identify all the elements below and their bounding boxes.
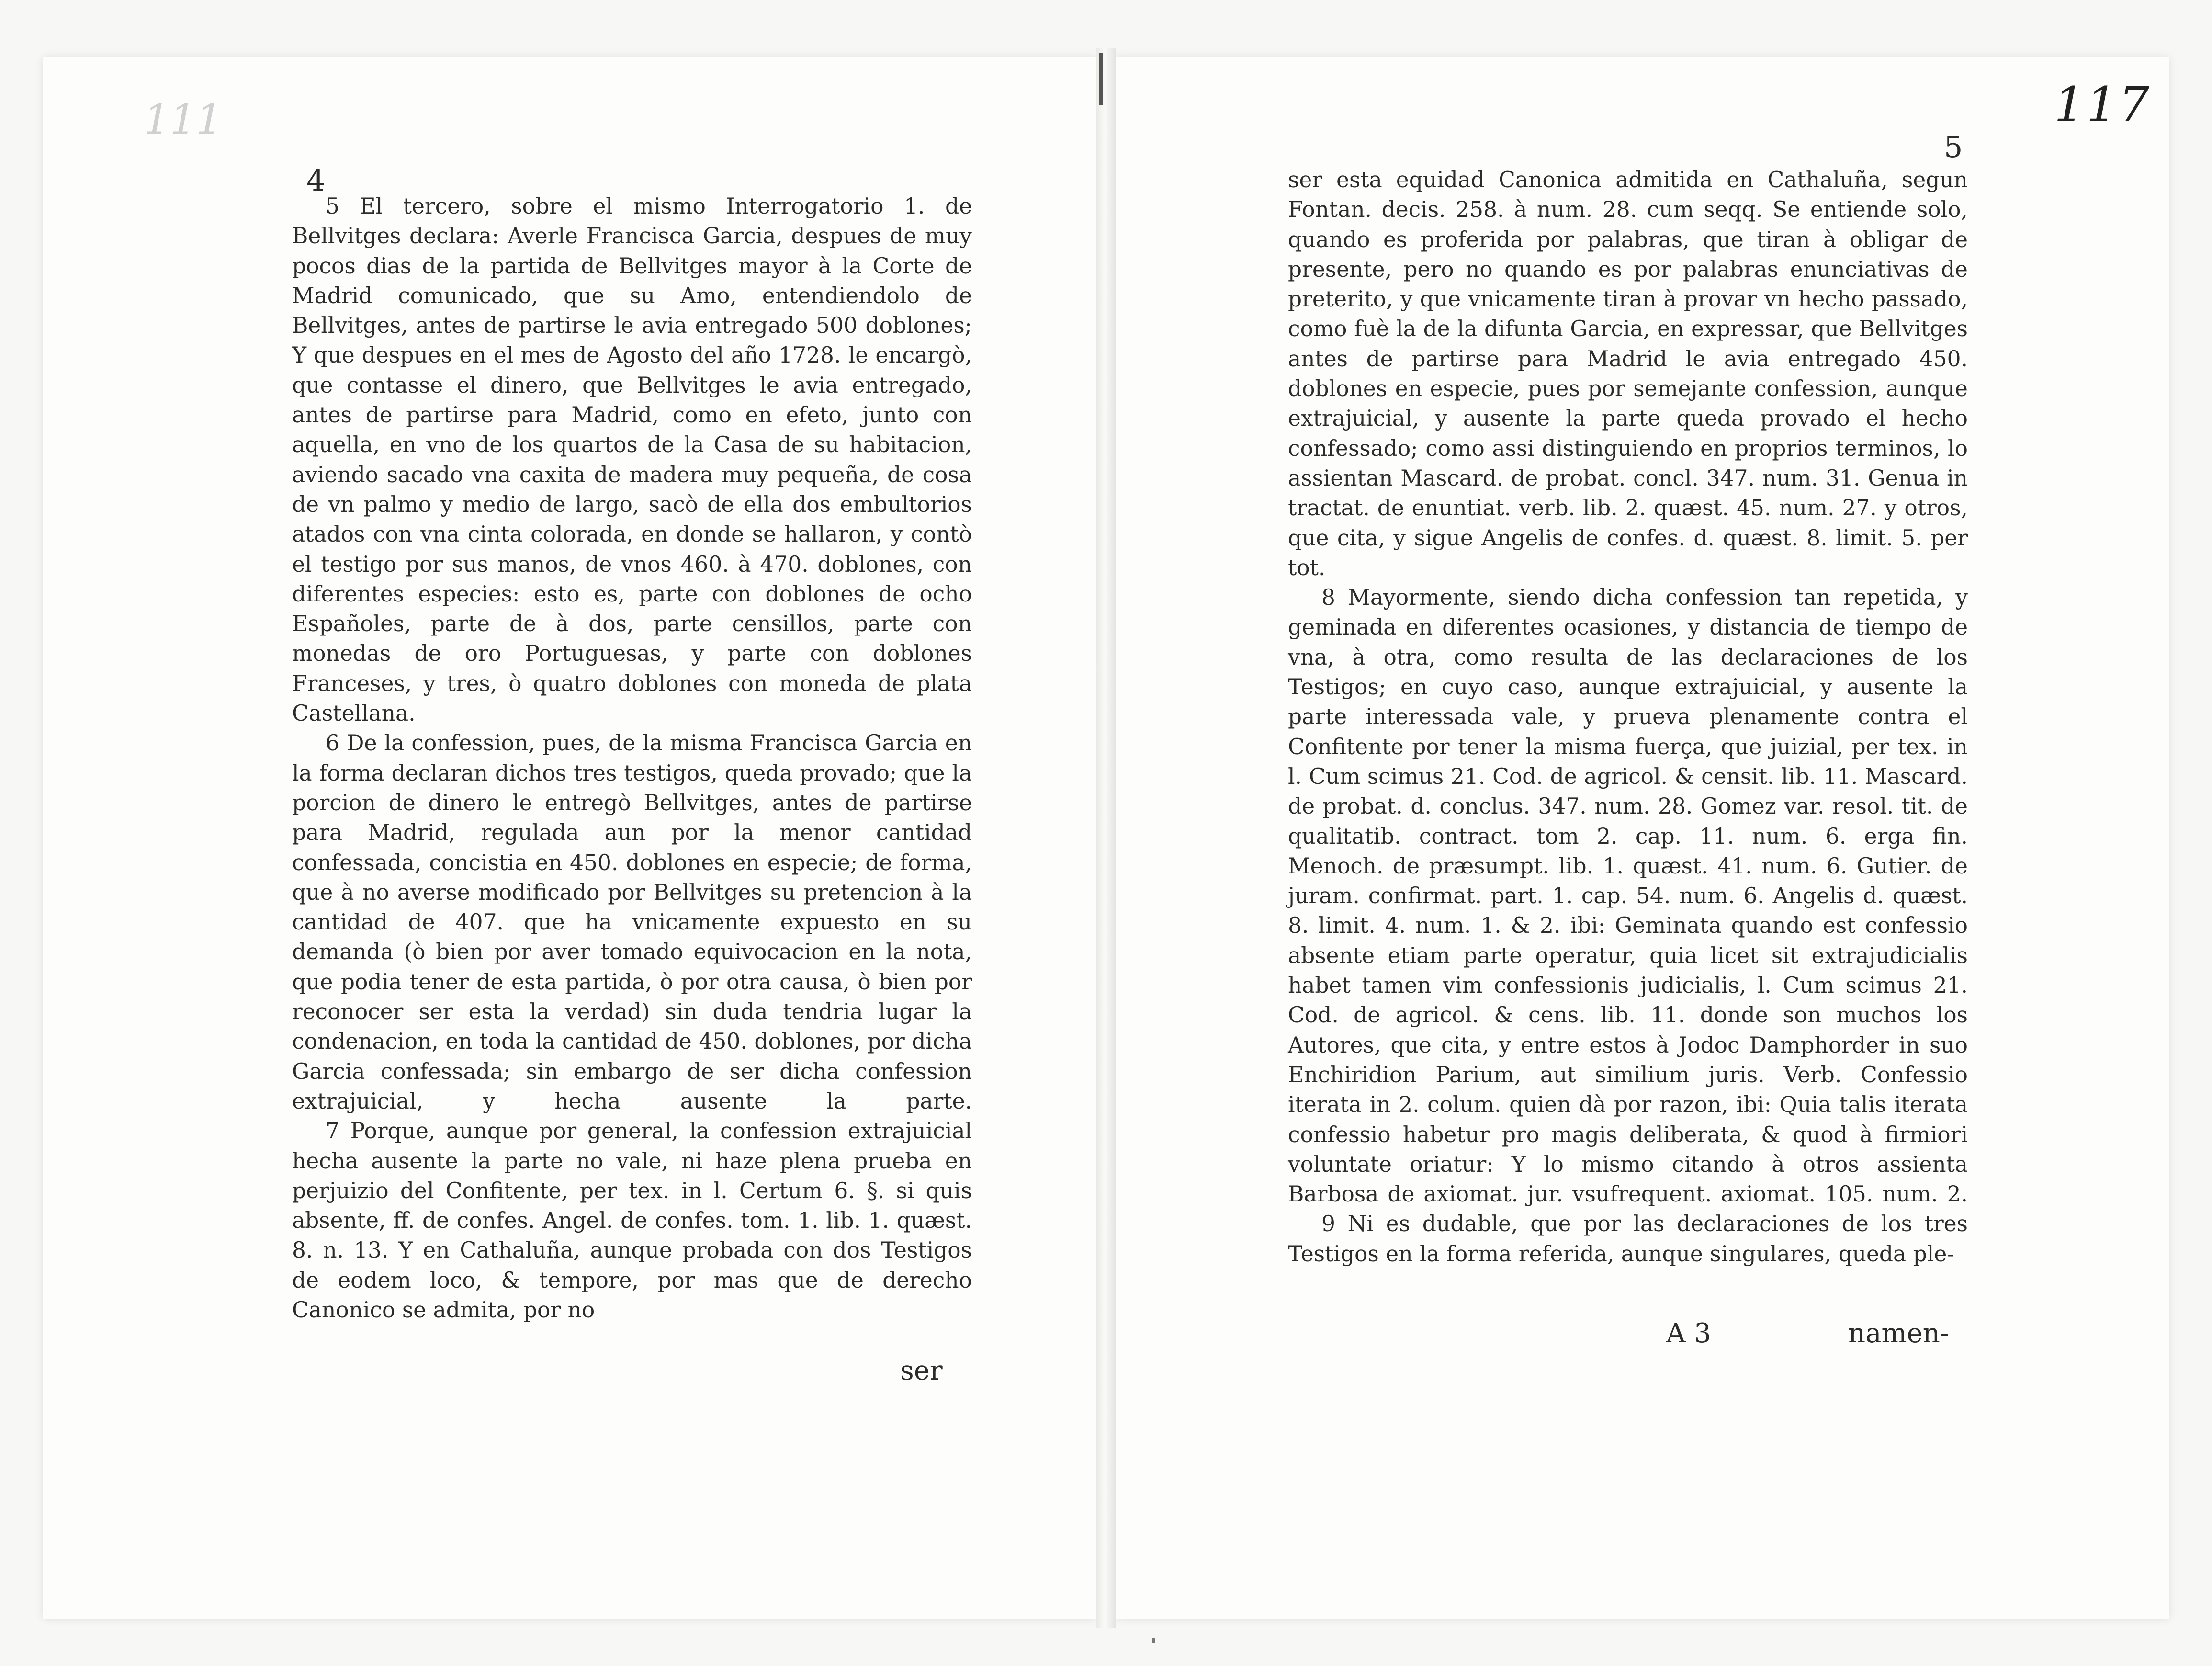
- right-catchword: namen-: [1848, 1318, 1949, 1349]
- left-catchword: ser: [900, 1355, 943, 1386]
- signature-mark: A 3: [1666, 1318, 1711, 1349]
- faded-folio-number: 111: [144, 96, 223, 144]
- paragraph-6: 6 De la confession, pues, de la misma Francisca Garcia en la forma declaran dichos tres testigos, queda provado; que la porcion de dinero le entregò Bellvitges, antes de partirse para Madrid, regulada aun por la menor cantidad confessada, concistia en 450. doblones en especie; de forma, que à no averse modificado por Bellvitges su pretencion à la cantidad de 407. que ha vnicamente expuesto en su demanda (ò bien por aver tomado equivocacion en la nota, que podia tener de esta partida, ò por otra causa, ò bien por reconocer ser esta la verdad) sin duda tendria lugar la condenacion, en toda la cantidad de 450. doblones, por dicha Garcia confessada; sin embargo de ser dicha confession extrajuicial, y hecha ausente la parte.: [292, 730, 972, 1114]
- handwritten-folio-number: 117: [2054, 77, 2151, 133]
- paragraph-5: 5 El tercero, sobre el mismo Interrogatorio 1. de Bellvitges declara: Averle Francisca Garcia, despues de muy pocos dias de la partida de Bellvitges mayor à la Corte de Madrid comunicado, que su Amo, entendiendolo de Bellvitges, antes de partirse le avia entregado 500 doblones; Y que despues en el mes de Agosto del año 1728. le encargò, que contasse el dinero, que Bellvitges le avia entregado, antes de partirse para Madrid, como en efeto, junto con aquella, en vno de los quartos de la Casa de su habitacion, aviendo sacado vna caxita de madera muy pequeña, de cosa de vn palmo y medio de largo, sacò de ella dos embultorios atados con vna cinta colorada, en donde se hallaron, y contò el testigo por sus manos, de vnos 460. à 470. doblones, con diferentes especies: esto es, parte con doblones de ocho Españoles, parte de à dos, parte censillos, parte con monedas de oro Portuguesas, y parte con doblones Franceses, y tres, ò quatro doblones con moneda de plata Castellana.: [292, 193, 972, 726]
- right-page-text: [1288, 165, 1968, 1269]
- paragraph-9: 9 Ni es dudable, que por las declaraciones de los tres Testigos en la forma referida, aunque singulares, queda ple-: [1288, 1211, 1968, 1267]
- paragraph-7: 7 Porque, aunque por general, la confession extrajuicial hecha ausente la parte no vale, ni haze plena prueba en perjuizio del Confitente, per tex. in l. Certum 6. §. si quis absente, ff. de confes. Angel. de confes. tom. 1. lib. 1. quæst. 8. n. 13. Y en Cathaluña, aunque probada con dos Testigos de eodem loco, & tempore, por mas que de derecho Canonico se admita, por no: [292, 1118, 972, 1323]
- left-page-text: [292, 192, 972, 1325]
- paragraph-8: 8 Mayormente, siendo dicha confession tan repetida, y geminada en diferentes ocasiones, y distancia de tiempo de vna, à otra, como resulta de las declaraciones de los Testigos; en cuyo caso, aunque extrajuicial, y ausente la parte interessada vale, y prueva plenamente contra el Confitente por tener la misma fuerça, que juizial, per tex. in l. Cum scimus 21. Cod. de agricol. & censit. lib. 11. Mascard. de probat. d. conclus. 347. num. 28. Gomez var. resol. tit. de qualitatib. contract. tom 2. cap. 11. num. 6. erga fin. Menoch. de præsumpt. lib. 1. quæst. 41. num. 6. Gutier. de juram. confirmat. part. 1. cap. 54. num. 6. Angelis d. quæst. 8. limit. 4. num. 1. & 2. ibi: Geminata quando est confessio absente etiam parte operatur, quia licet sit extrajudicialis habet tamen vim confessionis judicialis, l. Cum scimus 21. Cod. de agricol. & cens. lib. 11. donde son muchos los Autores, que cita, y entre estos à Jodoc Damphorder in suo Enchiridion Parium, aut similium juris. Verb. Confessio iterata in 2. colum. quien dà por razon, ibi: Quia talis iterata confessio habetur pro magis deliberata, & quod à firmiori voluntate oriatur: Y lo mismo citando à otros assienta Barbosa de axiomat. jur. vsufrequent. axiomat. 105. num. 2.: [1288, 585, 1968, 1207]
- gutter-ink-mark: [1099, 53, 1103, 105]
- paragraph-7-continued: ser esta equidad Canonica admitida en Cathaluña, segun Fontan. decis. 258. à num. 28. cum seqq. Se entiende solo, quando es proferida por palabras, que tiran à obligar de presente, pero no quando es por palabras enunciativas de preterito, y que vnicamente tiran à provar vn hecho passado, como fuè la de la difunta Garcia, en expressar, que Bellvitges antes de partirse para Madrid le avia entregado 450. doblones en especie, pues por semejante confession, aunque extrajuicial, y ausente la parte queda provado el hecho confessado; como assi distinguiendo en proprios terminos, lo assientan Mascard. de probat. concl. 347. num. 31. Genua in tractat. de enuntiat. verb. lib. 2. quæst. 45. num. 27. y otros, que cita, y sigue Angelis de confes. d. quæst. 8. limit. 5. per tot.: [1288, 167, 1968, 580]
- right-page-number: 5: [1944, 129, 1963, 164]
- book-gutter: [1096, 48, 1116, 1628]
- left-page-number: 4: [306, 163, 326, 198]
- paper-speck: [1152, 1638, 1155, 1643]
